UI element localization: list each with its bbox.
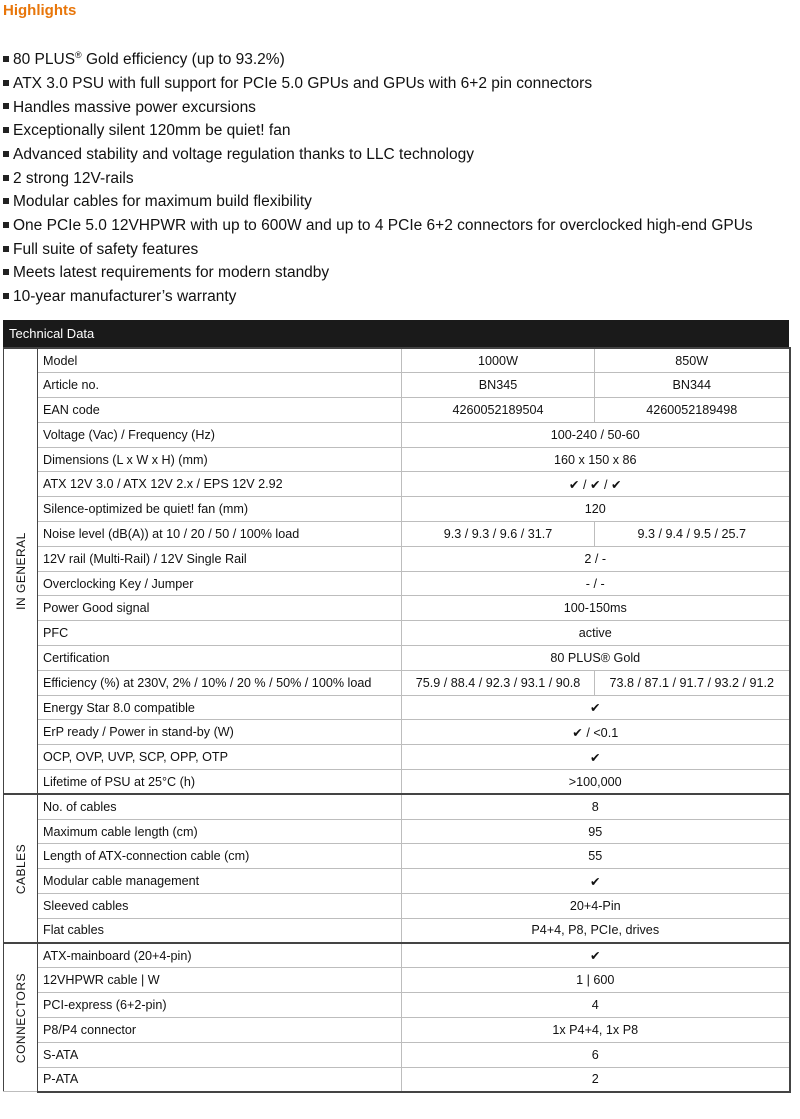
highlight-item <box>3 285 753 309</box>
spec-name: Power Good signal <box>38 596 402 621</box>
spec-value-850w: BN344 <box>595 373 790 398</box>
spec-row <box>4 621 790 646</box>
spec-name: Lifetime of PSU at 25°C (h) <box>38 770 402 795</box>
spec-name: ATX-mainboard (20+4-pin) <box>38 943 402 968</box>
highlight-text: Handles massive power excursions <box>13 98 256 116</box>
spec-name: Overclocking Key / Jumper <box>38 571 402 596</box>
spec-row <box>4 1018 790 1043</box>
spec-value-1000w: BN345 <box>402 373 595 398</box>
highlight-item <box>3 214 753 238</box>
spec-name: Modular cable management <box>38 869 402 894</box>
bullet-icon <box>3 103 9 109</box>
spec-value-850w: 4260052189498 <box>595 398 790 423</box>
spec-value: 8 <box>402 794 790 819</box>
spec-value: 1x P4+4, 1x P8 <box>402 1018 790 1043</box>
spec-name: PCI-express (6+2-pin) <box>38 993 402 1018</box>
spec-name: Voltage (Vac) / Frequency (Hz) <box>38 422 402 447</box>
spec-row <box>4 348 790 373</box>
spec-value: ✔ <box>402 943 790 968</box>
spec-value: 20+4-Pin <box>402 894 790 919</box>
spec-name: Article no. <box>38 373 402 398</box>
spec-name: ErP ready / Power in stand-by (W) <box>38 720 402 745</box>
highlight-item <box>3 143 753 167</box>
spec-name: Energy Star 8.0 compatible <box>38 695 402 720</box>
highlights-list <box>3 44 753 309</box>
spec-value: 120 <box>402 497 790 522</box>
highlight-item <box>3 190 753 214</box>
section-label-cell <box>4 943 38 1092</box>
spec-value: 2 / - <box>402 546 790 571</box>
spec-row <box>4 720 790 745</box>
spec-row <box>4 745 790 770</box>
section-label: CABLES <box>13 843 28 894</box>
spec-row <box>4 894 790 919</box>
spec-row <box>4 447 790 472</box>
spec-name: Silence-optimized be quiet! fan (mm) <box>38 497 402 522</box>
highlight-text: 2 strong 12V-rails <box>13 169 134 187</box>
spec-name: 12VHPWR cable | W <box>38 968 402 993</box>
spec-value-850w: 73.8 / 87.1 / 91.7 / 93.2 / 91.2 <box>595 670 790 695</box>
highlight-text: Modular cables for maximum build flexibility <box>13 193 312 211</box>
registered-mark: ® <box>75 50 82 60</box>
spec-name: 12V rail (Multi-Rail) / 12V Single Rail <box>38 546 402 571</box>
spec-row <box>4 943 790 968</box>
spec-value: 160 x 150 x 86 <box>402 447 790 472</box>
spec-name: Sleeved cables <box>38 894 402 919</box>
spec-value-1000w: 75.9 / 88.4 / 92.3 / 93.1 / 90.8 <box>402 670 595 695</box>
highlight-item <box>3 96 753 120</box>
highlight-item <box>3 119 753 143</box>
highlight-text: Advanced stability and voltage regulation thanks to LLC technology <box>13 145 474 163</box>
spec-row <box>4 670 790 695</box>
spec-row <box>4 844 790 869</box>
spec-value: 6 <box>402 1042 790 1067</box>
spec-value: 80 PLUS® Gold <box>402 646 790 671</box>
highlight-text: Meets latest requirements for modern standby <box>13 264 330 282</box>
spec-value: ✔ <box>402 869 790 894</box>
spec-name: P-ATA <box>38 1067 402 1092</box>
spec-row <box>4 596 790 621</box>
spec-row <box>4 1067 790 1092</box>
spec-row <box>4 522 790 547</box>
spec-row <box>4 497 790 522</box>
spec-row <box>4 472 790 497</box>
spec-row <box>4 422 790 447</box>
technical-data-panel <box>3 320 789 1093</box>
spec-row <box>4 1042 790 1067</box>
spec-value: 4 <box>402 993 790 1018</box>
spec-name: S-ATA <box>38 1042 402 1067</box>
highlight-text: One PCIe 5.0 12VHPWR with up to 600W and up to 4 PCIe 6+2 connectors for overclocked high-end GPUs <box>13 217 753 235</box>
spec-name: Efficiency (%) at 230V, 2% / 10% / 20 % / 50% / 100% load <box>38 670 402 695</box>
highlight-text: Gold efficiency (up to 93.2%) <box>81 51 285 69</box>
spec-value: 55 <box>402 844 790 869</box>
spec-row <box>4 819 790 844</box>
spec-row <box>4 695 790 720</box>
highlight-text: 10-year manufacturer’s warranty <box>13 288 237 306</box>
spec-value: - / - <box>402 571 790 596</box>
spec-name: EAN code <box>38 398 402 423</box>
spec-row <box>4 918 790 943</box>
spec-value: ✔ / <0.1 <box>402 720 790 745</box>
spec-row <box>4 571 790 596</box>
spec-value: 2 <box>402 1067 790 1092</box>
spec-row <box>4 993 790 1018</box>
highlight-item <box>3 44 753 72</box>
spec-name: Maximum cable length (cm) <box>38 819 402 844</box>
technical-data-header: Technical Data <box>3 320 789 347</box>
bullet-icon <box>3 222 9 228</box>
technical-data-table <box>3 347 791 1093</box>
spec-name: P8/P4 connector <box>38 1018 402 1043</box>
section-label: IN GENERAL <box>13 532 28 611</box>
spec-value-1000w: 1000W <box>402 348 595 373</box>
bullet-icon <box>3 269 9 275</box>
spec-row <box>4 869 790 894</box>
spec-value: >100,000 <box>402 770 790 795</box>
highlight-item <box>3 238 753 262</box>
spec-value: active <box>402 621 790 646</box>
spec-row <box>4 398 790 423</box>
spec-value-850w: 850W <box>595 348 790 373</box>
spec-name: Model <box>38 348 402 373</box>
spec-row <box>4 546 790 571</box>
spec-row <box>4 968 790 993</box>
spec-value-1000w: 9.3 / 9.3 / 9.6 / 31.7 <box>402 522 595 547</box>
spec-name: Length of ATX-connection cable (cm) <box>38 844 402 869</box>
spec-name: Certification <box>38 646 402 671</box>
spec-name: Flat cables <box>38 918 402 943</box>
spec-value-1000w: 4260052189504 <box>402 398 595 423</box>
section-label-cell <box>4 348 38 794</box>
highlights-title: Highlights <box>3 2 77 19</box>
spec-value: ✔ / ✔ / ✔ <box>402 472 790 497</box>
highlight-text: Full suite of safety features <box>13 240 199 258</box>
highlight-item <box>3 167 753 191</box>
spec-row <box>4 770 790 795</box>
spec-name: Noise level (dB(A)) at 10 / 20 / 50 / 100% load <box>38 522 402 547</box>
bullet-icon <box>3 175 9 181</box>
spec-value-850w: 9.3 / 9.4 / 9.5 / 25.7 <box>595 522 790 547</box>
spec-value: 1 | 600 <box>402 968 790 993</box>
spec-name: Dimensions (L x W x H) (mm) <box>38 447 402 472</box>
section-label-cell <box>4 794 38 943</box>
spec-value: 95 <box>402 819 790 844</box>
spec-value: ✔ <box>402 745 790 770</box>
bullet-icon <box>3 56 9 62</box>
section-label: CONNECTORS <box>13 972 28 1063</box>
spec-row <box>4 646 790 671</box>
highlight-text: Exceptionally silent 120mm be quiet! fan <box>13 122 291 140</box>
highlight-text: ATX 3.0 PSU with full support for PCIe 5.0 GPUs and GPUs with 6+2 pin connectors <box>13 74 593 92</box>
highlight-item <box>3 261 753 285</box>
spec-name: No. of cables <box>38 794 402 819</box>
spec-row <box>4 373 790 398</box>
spec-value: 100-240 / 50-60 <box>402 422 790 447</box>
bullet-icon <box>3 198 9 204</box>
spec-row <box>4 794 790 819</box>
bullet-icon <box>3 246 9 252</box>
bullet-icon <box>3 127 9 133</box>
bullet-icon <box>3 80 9 86</box>
spec-value: ✔ <box>402 695 790 720</box>
highlight-text: 80 PLUS <box>13 51 76 69</box>
spec-name: PFC <box>38 621 402 646</box>
spec-name: ATX 12V 3.0 / ATX 12V 2.x / EPS 12V 2.92 <box>38 472 402 497</box>
spec-name: OCP, OVP, UVP, SCP, OPP, OTP <box>38 745 402 770</box>
spec-value: P4+4, P8, PCIe, drives <box>402 918 790 943</box>
bullet-icon <box>3 151 9 157</box>
bullet-icon <box>3 293 9 299</box>
spec-value: 100-150ms <box>402 596 790 621</box>
highlight-item <box>3 72 753 96</box>
